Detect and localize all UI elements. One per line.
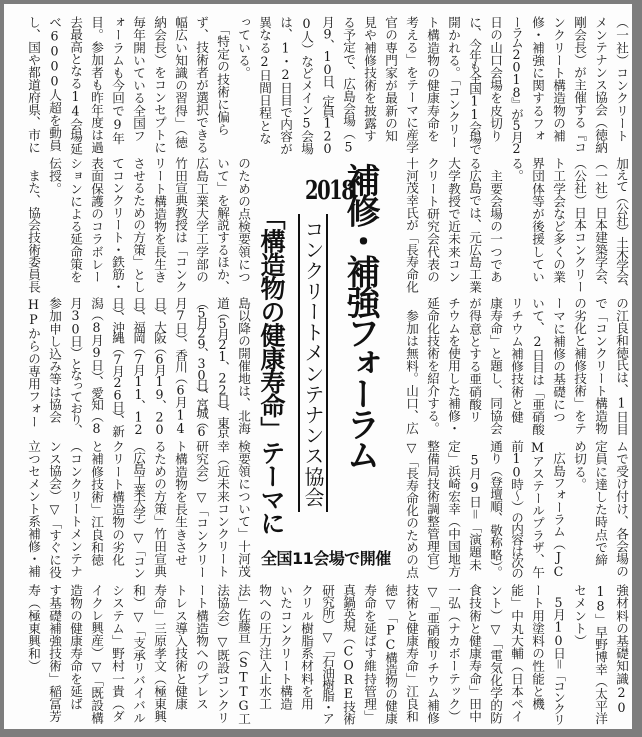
text-column: 0人）などメイン5会場 bbox=[299, 16, 314, 155]
text-column: のための点検要領につ bbox=[236, 157, 251, 283]
text-column: 納会長）をコンセプトに bbox=[152, 16, 167, 154]
text-column: 日）、福岡（7月11、12 bbox=[131, 297, 146, 435]
text-column: 参加は無料。山口、広 bbox=[404, 297, 419, 435]
text-column: 寿（極東興和） bbox=[26, 584, 41, 673]
text-column: 康寿命」と題し、同協会 bbox=[488, 297, 503, 435]
text-column: クリル樹脂系材料を用 bbox=[299, 584, 314, 710]
headline-theme: 「構造物の健康寿命」テーマに bbox=[257, 205, 286, 534]
text-column: が得意とする亜硝酸リ bbox=[467, 297, 482, 423]
text-column: 界団体等が後援してい bbox=[530, 157, 545, 283]
text-column: 十河茂幸氏が「長寿命化 bbox=[404, 157, 419, 293]
text-column: 開かれる。「コンクリー bbox=[446, 16, 461, 149]
text-column: 物への圧力注入止水工 bbox=[257, 584, 272, 710]
text-column: 潟（8月9日）、愛知（8 bbox=[89, 297, 104, 436]
text-column: 法協会）▽既設コンクリ bbox=[215, 584, 230, 725]
text-column: 定員に達した時点で締 bbox=[593, 440, 608, 566]
text-column: ンクリート構造物の補 bbox=[551, 16, 566, 142]
text-column: 表面保護のコラボレー bbox=[89, 157, 104, 283]
text-column: ト構造物の健康寿命を bbox=[425, 16, 440, 142]
text-column: いて、2日目は「亜硝酸 bbox=[530, 297, 545, 436]
text-column: HPからの専用フォー bbox=[26, 297, 41, 428]
text-column: 立つセメント系補修・補 bbox=[26, 440, 41, 578]
headline-organization: コンクリートメンテナンス協会 bbox=[298, 214, 328, 512]
text-column: させるための方策」とし bbox=[131, 157, 146, 293]
text-column: す基礎補強技術」稲冨芳 bbox=[47, 584, 62, 723]
text-column: ォーラムも今回で9年 bbox=[110, 16, 125, 145]
text-column: メンテナンス協会（徳納 bbox=[593, 16, 608, 154]
text-column: ント）▽「電気化学的防 bbox=[488, 584, 503, 725]
text-column: （公社）日本コンクリー bbox=[572, 157, 587, 293]
text-column: 見や補修技術を披露す bbox=[362, 16, 377, 142]
text-column: 造物の健康寿命を延ば bbox=[68, 584, 83, 710]
headline-year: 2018 bbox=[305, 176, 354, 206]
article-body-tier-1 bbox=[23, 16, 632, 154]
text-column: 延命化技術を紹介する。 bbox=[425, 297, 440, 435]
text-column: 整備局技術調整管理官） bbox=[425, 440, 440, 578]
text-column: てコンクリート・鉄筋・ bbox=[110, 157, 125, 293]
text-column: クリート研究会代表の bbox=[425, 157, 440, 283]
text-column: る。 bbox=[509, 157, 524, 183]
text-column: 広島フォーラム（JC bbox=[551, 440, 566, 579]
text-column: ーマに補修の基礎につ bbox=[551, 297, 566, 423]
text-column: ート構造物へのプレス bbox=[194, 584, 209, 710]
text-column: 竹田宣典教授は「コンク bbox=[173, 157, 188, 293]
text-column: ず、技術者が選択できる bbox=[194, 16, 209, 154]
text-column: イクレ興産）▽「既設構 bbox=[89, 584, 104, 725]
text-column: は、1・2日目で内容が bbox=[278, 16, 293, 155]
text-column: 一弘（ナカボーテック） bbox=[446, 584, 461, 723]
text-column: 日）、沖縄（7月26日）、新 bbox=[110, 297, 125, 435]
text-column: 能」中丸大輔（日本ペイ bbox=[509, 584, 524, 723]
headline-subhead: 全国11会場で開催 bbox=[261, 549, 391, 568]
text-column: チウムを使用した補修・ bbox=[446, 297, 461, 435]
text-column: る予定で、広島会場（5 bbox=[341, 16, 356, 155]
text-column: の江良和徳氏は、1日目 bbox=[614, 297, 629, 436]
text-column: っている。 bbox=[236, 16, 251, 79]
text-column: 幸（近未来コンクリート bbox=[215, 440, 230, 578]
text-column: 月30日）となっており、 bbox=[68, 297, 83, 435]
text-column: 真鍋英規（CORE技術 bbox=[341, 584, 356, 725]
text-column: 和）▽「支承リバイバル bbox=[131, 584, 146, 725]
text-column: ンス協会）▽「すぐに役 bbox=[47, 440, 62, 579]
text-column: 技術と健康寿命」江良和 bbox=[404, 584, 419, 723]
text-column: 月9、10日、定員120 bbox=[320, 16, 335, 154]
text-column: の劣化と補修技術」をテ bbox=[572, 297, 587, 435]
text-column: 「特定の技術に偏ら bbox=[215, 16, 230, 136]
article-body-tier-2-right bbox=[401, 157, 632, 293]
text-column: 通り（登壇順、敬称略）。 bbox=[488, 440, 503, 578]
text-column: 研究会）▽「コンクリー bbox=[194, 440, 209, 579]
text-column: ▽「亜硝酸リチウム補修 bbox=[425, 584, 440, 725]
text-column: また、協会技術委員長 bbox=[26, 157, 41, 293]
text-column: クリート構造物の劣化 bbox=[110, 440, 125, 566]
article-body-tier-2-left bbox=[23, 157, 254, 293]
text-column: ムで受け付け、各会場の bbox=[614, 440, 629, 578]
text-column: る広島では、元広島工業 bbox=[467, 157, 482, 293]
text-column: システム」野村一貴（ダ bbox=[110, 584, 125, 723]
text-column: 考える」をテーマに産学 bbox=[404, 16, 419, 154]
text-column: 島以降の開催地は、北海 bbox=[236, 297, 251, 435]
text-column: 大学教授で近未来コン bbox=[446, 157, 461, 283]
text-column: 研究所）▽「石油樹脂・ア bbox=[320, 584, 335, 724]
text-column: し、国や都道府県、市に bbox=[26, 16, 41, 154]
article-body-tier-3-left bbox=[23, 297, 254, 435]
text-column: 食技術と健康寿命」田中 bbox=[467, 584, 482, 723]
text-column: Mアステールプラザ、午 bbox=[530, 440, 545, 579]
text-column: 法」佐藤亘（STTG工 bbox=[236, 584, 251, 725]
text-column: 寿命」三原孝文（極東興 bbox=[152, 584, 167, 723]
text-column: ションによる延命策を bbox=[68, 157, 83, 283]
text-column: セメント） bbox=[572, 584, 587, 647]
text-column: べ6000人超を動員 bbox=[47, 16, 62, 152]
text-column: 日）、大阪（6月19、20 bbox=[152, 297, 167, 435]
text-column: 毎年開いている全国フ bbox=[131, 16, 146, 142]
text-column: 広島工業大学工学部の bbox=[194, 157, 209, 283]
text-column: いたコンクリート構造 bbox=[278, 584, 293, 710]
text-column: 前10時～）の内容は次の bbox=[509, 440, 524, 578]
text-column: 18」早野博幸（太平洋 bbox=[593, 584, 608, 725]
text-column: ト構造物を長生きさせ bbox=[173, 440, 188, 566]
text-column: 強材料の基礎知識20 bbox=[614, 584, 629, 715]
text-column: 日の山口会場を皮切り bbox=[488, 16, 503, 142]
text-column: 5月9日＝「演題未 bbox=[467, 440, 482, 571]
text-column: 幅広い知識の習得」（徳 bbox=[173, 16, 188, 149]
text-column: ▽「長寿命化のための点 bbox=[404, 440, 419, 579]
text-column: に、今年も全国11会場で bbox=[467, 16, 482, 154]
text-column: ーラム2018』が5月2 bbox=[509, 16, 524, 154]
text-column: 剛会長）が主催する『コ bbox=[572, 16, 587, 154]
text-column: 定」浜崎宏幸（中国地方 bbox=[446, 440, 461, 578]
text-column: るための方策」竹田宣典 bbox=[152, 440, 167, 578]
headline-title-text: 補修・補強フォーラム bbox=[340, 163, 380, 468]
text-column: （広島工業大学）▽「コン bbox=[131, 440, 146, 578]
text-column: 主要会場の一つであ bbox=[488, 157, 503, 283]
text-column: と補修技術」江良和徳 bbox=[89, 440, 104, 566]
text-column: 去最高となる14会場延 bbox=[68, 16, 83, 155]
text-column: （コンクリートメンテナ bbox=[68, 440, 83, 578]
text-column: ト工学会など多くの業 bbox=[551, 157, 566, 283]
text-column: 官の専門家が最新の知 bbox=[383, 16, 398, 142]
article-body-tier-3-right bbox=[401, 297, 632, 435]
text-column: リート構造物を長生き bbox=[152, 157, 167, 283]
text-column: 加えて（公社）土木学会、 bbox=[614, 157, 629, 294]
text-column: 寿命を延ばす維持管理」 bbox=[362, 584, 377, 723]
text-column: ート用塗料の性能と機 bbox=[530, 584, 545, 710]
article-body-tier-4-left bbox=[23, 440, 254, 578]
text-column: め切る。 bbox=[572, 440, 587, 491]
text-column: 検要領について」十河茂 bbox=[236, 440, 251, 578]
text-column: 伝授。 bbox=[47, 157, 62, 195]
text-column: 目。参加者も昨年度は過 bbox=[89, 16, 104, 154]
text-column: 徳▽「PC構造物の健康 bbox=[383, 584, 398, 724]
text-column: いて」を解説するほか、 bbox=[215, 157, 230, 293]
text-column: 異なる2日間日程とな bbox=[257, 16, 272, 145]
text-column: 月7日）、香川（6月14 bbox=[173, 297, 188, 435]
text-column: （5月29、30日）、宮城（6 bbox=[194, 297, 209, 436]
article-body-tier-4-right bbox=[401, 440, 632, 578]
text-column: 修・補強に関するフォ bbox=[530, 16, 545, 142]
text-column: （一社）日本建築学会、 bbox=[593, 157, 608, 293]
text-column: で「コンクリート構造物 bbox=[593, 297, 608, 435]
article-body-tier-5 bbox=[23, 584, 632, 724]
text-column: 道（5月21、22日）、東京 bbox=[215, 297, 230, 436]
text-column: 5月10日＝「コンクリ bbox=[551, 584, 566, 725]
text-column: リチウム補修技術と健 bbox=[509, 297, 524, 423]
text-column: （一社）コンクリート bbox=[614, 16, 629, 142]
text-column: トレス導入技術と健康 bbox=[173, 584, 188, 710]
text-column: 参加申し込み等は協会 bbox=[47, 297, 62, 423]
